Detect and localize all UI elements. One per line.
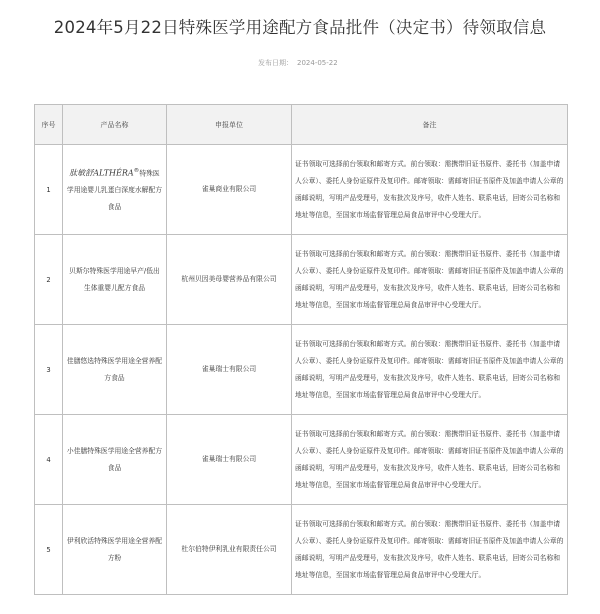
results-table (34, 104, 568, 595)
publish-label: 发布日期： (258, 59, 293, 67)
product-name: 贝斯尔特殊医学用途早产/低出生体重婴儿配方食品 (63, 235, 167, 325)
table-header-row (35, 105, 568, 145)
remarks: 证书领取可选择前台领取和邮寄方式。前台领取：需携带旧证书原件、委托书（加盖申请人公章）、委托人身份证原件及复印件。邮寄领取：需邮寄旧证书原件及加盖申请人公章的函邮说明，写明产品受理号，发布批次及序号，收件人姓名、联系电话，回寄公司名称和地址等信息，至国家市场监督管理总局食品审评中心受理大厅。 (292, 415, 568, 505)
row-no: 2 (35, 235, 63, 325)
table-row (35, 235, 568, 325)
table-row (35, 505, 568, 595)
publish-date: 2024-05-22 (297, 59, 338, 67)
table-row (35, 415, 568, 505)
table-row (35, 145, 568, 235)
applicant: 雀巢瑞士有限公司 (167, 415, 292, 505)
row-no: 1 (35, 145, 63, 235)
product-name-rest: 特殊医学用途婴儿乳蛋白深度水解配方食品 (66, 169, 163, 212)
remarks: 证书领取可选择前台领取和邮寄方式。前台领取：需携带旧证书原件、委托书（加盖申请人公章）、委托人身份证原件及复印件。邮寄领取：需邮寄旧证书原件及加盖申请人公章的函邮说明，写明产品受理号，发布批次及序号，收件人姓名、联系电话，回寄公司名称和地址等信息，至国家市场监督管理总局食品审评中心受理大厅。 (292, 325, 568, 415)
registered-mark: ® (133, 167, 140, 174)
header-product-name: 产品名称 (63, 105, 167, 145)
row-no: 4 (35, 415, 63, 505)
applicant: 杭州贝因美母婴营养品有限公司 (167, 235, 292, 325)
applicant: 雀巢商业有限公司 (167, 145, 292, 235)
remarks: 证书领取可选择前台领取和邮寄方式。前台领取：需携带旧证书原件、委托书（加盖申请人公章）、委托人身份证原件及复印件。邮寄领取：需邮寄旧证书原件及加盖申请人公章的函邮说明，写明产品受理号，发布批次及序号，收件人姓名、联系电话，回寄公司名称和地址等信息，至国家市场监督管理总局食品审评中心受理大厅。 (292, 145, 568, 235)
row-no: 3 (35, 325, 63, 415)
row-no: 5 (35, 505, 63, 595)
page-title: 2024年5月22日特殊医学用途配方食品批件（决定书）待领取信息 (53, 18, 547, 37)
remarks: 证书领取可选择前台领取和邮寄方式。前台领取：需携带旧证书原件、委托书（加盖申请人公章）、委托人身份证原件及复印件。邮寄领取：需邮寄旧证书原件及加盖申请人公章的函邮说明，写明产品受理号，发布批次及序号，收件人姓名、联系电话，回寄公司名称和地址等信息，至国家市场监督管理总局食品审评中心受理大厅。 (292, 505, 568, 595)
applicant: 杜尔伯特伊利乳业有限责任公司 (167, 505, 292, 595)
product-name: 伊利欣活特殊医学用途全营养配方粉 (63, 505, 167, 595)
product-brand: 肽敏舒ALTHÉRA (69, 168, 134, 178)
applicant: 雀巢瑞士有限公司 (167, 325, 292, 415)
header-applicant: 申报单位 (167, 105, 292, 145)
header-no: 序号 (35, 105, 63, 145)
table-row (35, 325, 568, 415)
remarks: 证书领取可选择前台领取和邮寄方式。前台领取：需携带旧证书原件、委托书（加盖申请人公章）、委托人身份证原件及复印件。邮寄领取：需邮寄旧证书原件及加盖申请人公章的函邮说明，写明产品受理号，发布批次及序号，收件人姓名、联系电话，回寄公司名称和地址等信息，至国家市场监督管理总局食品审评中心受理大厅。 (292, 235, 568, 325)
header-remarks: 备注 (292, 105, 568, 145)
publish-meta (258, 58, 342, 68)
product-name (63, 145, 167, 235)
product-name: 小佳膳特殊医学用途全营养配方食品 (63, 415, 167, 505)
product-name: 佳膳悠选特殊医学用途全营养配方食品 (63, 325, 167, 415)
